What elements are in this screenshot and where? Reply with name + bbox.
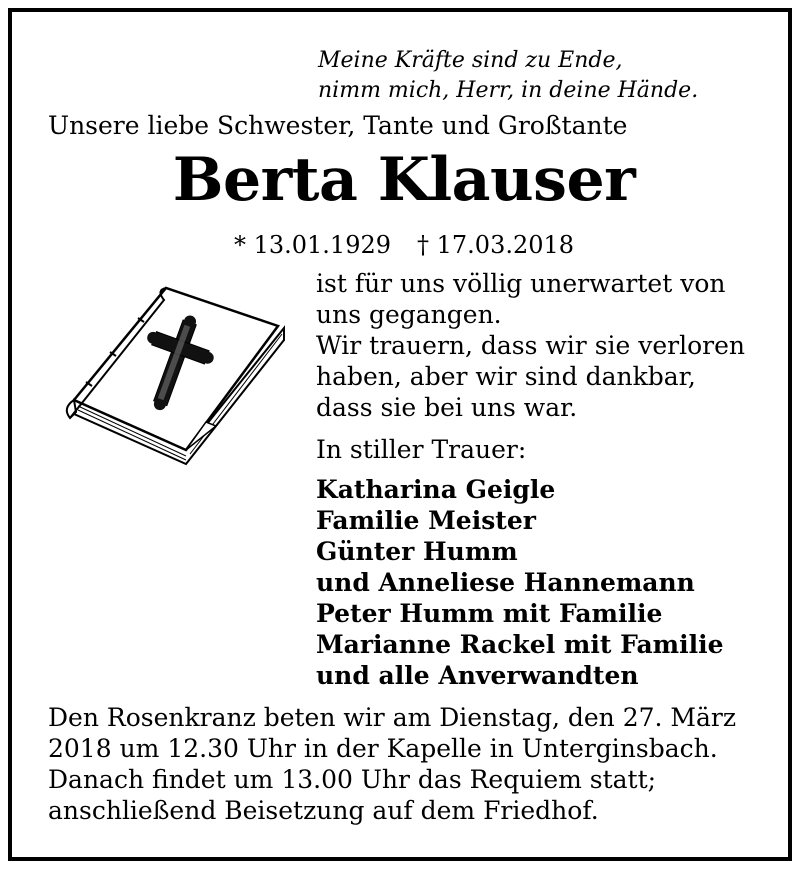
- service-info-line: 2018 um 12.30 Uhr in der Kapelle in Unterginsbach.: [48, 734, 718, 763]
- bible-with-cross-icon: [56, 282, 286, 472]
- mourner-item: und alle Anverwandten: [316, 661, 639, 690]
- service-info-line: Den Rosenkranz beten wir am Dienstag, den 27. März: [48, 703, 737, 732]
- verse: [318, 46, 698, 106]
- service-info: [48, 702, 736, 826]
- message-line: Wir trauern, dass wir sie verloren: [316, 331, 746, 360]
- mourners-list: [316, 474, 724, 691]
- death-date: † 17.03.2018: [417, 231, 575, 259]
- mourner-item: Katharina Geigle: [316, 475, 556, 504]
- verse-line: nimm mich, Herr, in deine Hände.: [318, 78, 699, 103]
- mourner-item: Günter Humm: [316, 537, 518, 566]
- verse-line: Meine Kräfte sind zu Ende,: [318, 48, 623, 73]
- message-line: dass sie bei uns war.: [316, 393, 578, 422]
- life-dates: [12, 230, 796, 260]
- message-line: haben, aber wir sind dankbar,: [316, 362, 696, 391]
- deceased-name: Berta Klauser: [172, 145, 636, 215]
- mourner-item: Familie Meister: [316, 506, 536, 535]
- intro-text: Unsere liebe Schwester, Tante und Großtante: [48, 111, 628, 140]
- service-info-line: anschließend Beisetzung auf dem Friedhof.: [48, 796, 599, 825]
- birth-date: * 13.01.1929: [233, 231, 391, 259]
- mourner-item: und Anneliese Hannemann: [316, 568, 695, 597]
- service-info-line: Danach findet um 13.00 Uhr das Requiem statt;: [48, 765, 657, 794]
- obituary-notice: [8, 8, 792, 861]
- mourners-label: In stiller Trauer:: [316, 435, 527, 464]
- message: [316, 268, 745, 423]
- mourner-item: Marianne Rackel mit Familie: [316, 630, 724, 659]
- mourner-item: Peter Humm mit Familie: [316, 599, 663, 628]
- message-line: ist für uns völlig unerwartet von: [316, 269, 726, 298]
- message-line: uns gegangen.: [316, 300, 502, 329]
